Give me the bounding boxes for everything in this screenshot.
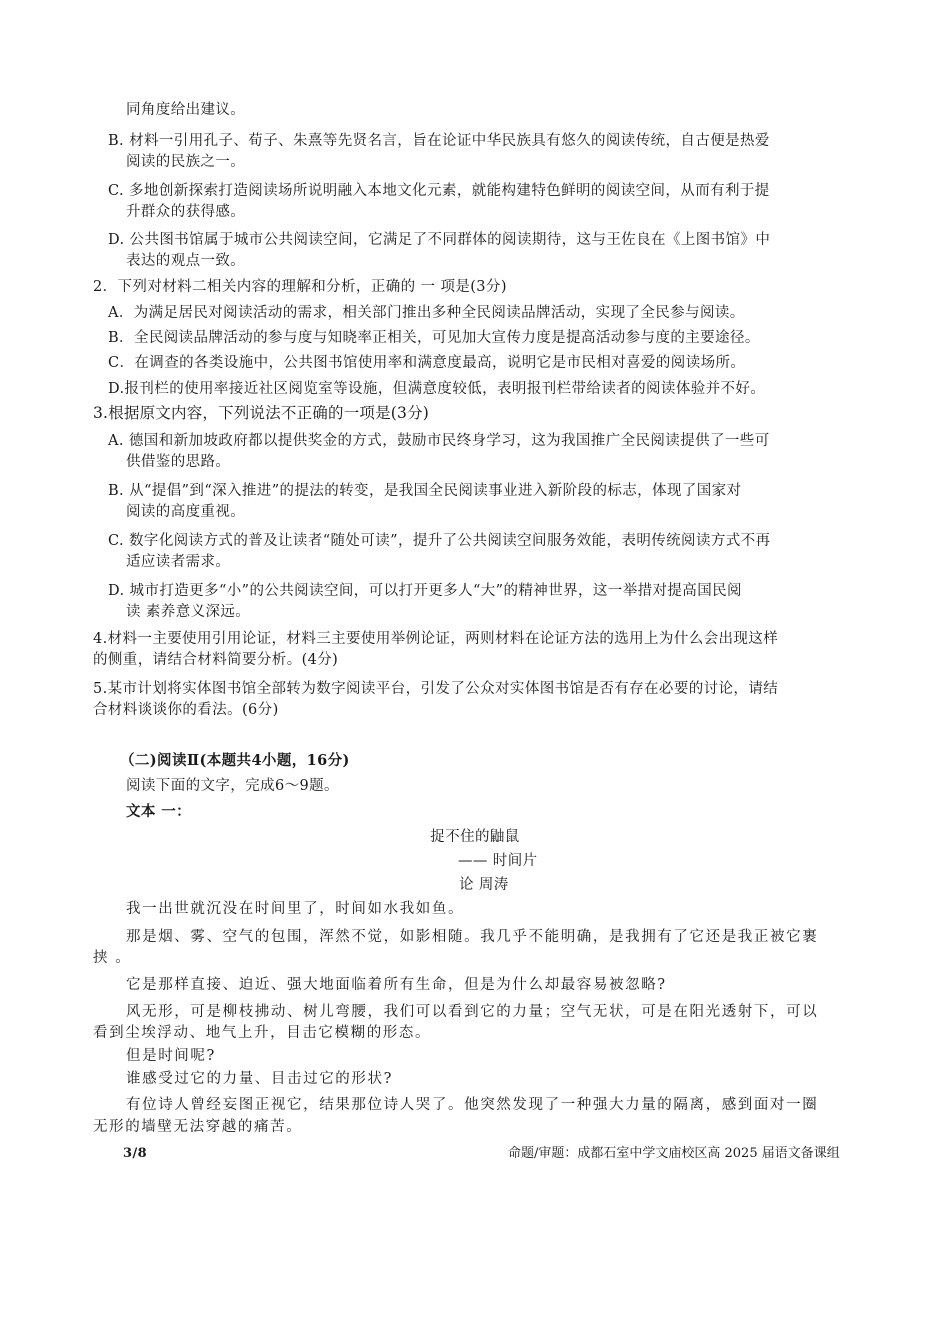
q1-option-b-line2: 阅读的民族之一。	[126, 154, 246, 170]
section-instruction: 阅读下面的文字，完成6～9题。	[126, 778, 339, 794]
footer-credit: 命题/审题：成都石室中学文庙校区高 2025 届语文备课组	[508, 1146, 840, 1161]
q4-line1: 4.材料一主要使用引用论证，材料三主要使用举例论证，两则材料在论证方法的选用上为什么会出现这样	[93, 631, 779, 647]
option-label: D.	[108, 583, 125, 599]
q5-line1: 5.某市计划将实体图书馆全部转为数字阅读平台，引发了公众对实体图书馆是否有存在必要的讨论，请结	[93, 681, 779, 697]
q3-option-a-line2: 供借鉴的思路。	[126, 454, 231, 470]
essay-subtitle: —— 时间片	[458, 853, 538, 869]
q1-option-b	[108, 130, 770, 152]
q2-option-b: B．全民阅读品牌活动的参与度与知晓率正相关，可见加大宣传力度是提高活动参与度的主要途径。	[108, 330, 760, 346]
q1-option-c	[108, 180, 770, 202]
q2-option-d: D.报刊栏的使用率接近社区阅览室等设施，但满意度较低，表明报刊栏带给读者的阅读体验并不好。	[108, 381, 766, 397]
q1-option-d-line2: 表达的观点一致。	[126, 253, 246, 269]
option-text: 公共图书馆属于城市公共阅读空间，它满足了不同群体的阅读期待，这与王佐良在《上图书馆》中	[129, 232, 771, 248]
section-heading: （二)阅读Ⅱ(本题共4小题，16分)	[120, 752, 350, 769]
q3-option-a	[108, 430, 770, 452]
essay-title: 捉不住的鼬鼠	[430, 829, 520, 845]
option-text: 德国和新加坡政府都以提供奖金的方式，鼓励市民终身学习，这为我国推广全民阅读提供了一些可	[128, 433, 770, 449]
option-label: D.	[108, 232, 125, 248]
q1-option-c-line2: 升群众的获得感。	[126, 204, 246, 220]
option-label: A.	[108, 433, 124, 449]
q3-option-c	[108, 530, 770, 552]
essay-author: 论 周涛	[459, 877, 509, 893]
option-text: 多地创新探索打造阅读场所说明融入本地文化元素，就能构建特色鲜明的阅读空间，从而有利于提	[129, 183, 770, 199]
q3-stem: 3.根据原文内容，下列说法不正确的一项是(3分)	[93, 404, 430, 422]
text-label: 文本 一：	[126, 803, 192, 820]
option-label: B.	[108, 483, 125, 499]
q2-option-a: A．为满足居民对阅读活动的需求，相关部门推出多种全民阅读品牌活动，实现了全民参与阅读。	[108, 305, 745, 321]
q3-option-d-line2: 读 素养意义深远。	[126, 604, 251, 620]
essay-paragraph: 但是时间呢?	[126, 1048, 216, 1064]
q2-option-c: C．在调查的各类设施中，公共图书馆使用率和满意度最高，说明它是市民相对喜爱的阅读场所。	[108, 355, 746, 371]
essay-paragraph: 谁感受过它的力量、目击过它的形状?	[126, 1071, 393, 1087]
essay-paragraph-cont: 挟 。	[93, 950, 132, 966]
option-label: C.	[108, 183, 124, 199]
q5-line2: 合材料谈谈你的看法。(6分)	[93, 702, 279, 718]
option-text: 从“提倡”到“深入推进”的提法的转变，是我国全民阅读事业进入新阶段的标志，体现了国家对	[129, 483, 742, 499]
q3-option-b-line2: 阅读的高度重视。	[126, 504, 246, 520]
option-text: 城市打造更多“小”的公共阅读空间，可以打开更多人“大”的精神世界，这一举措对提高国民阅	[129, 583, 742, 599]
essay-paragraph: 它是那样直接、迫近、强大地面临着所有生命，但是为什么却最容易被忽略?	[126, 977, 667, 993]
page-number: 3/8	[123, 1146, 148, 1161]
option-text: 材料一引用孔子、荀子、朱熹等先贤名言，旨在论证中华民族具有悠久的阅读传统，自古便是热爱	[129, 133, 770, 149]
option-label: C.	[108, 533, 124, 549]
essay-paragraph: 风无形，可是柳枝拂动、树儿弯腰，我们可以看到它的力量；空气无状，可是在阳光透射下，可以	[126, 1004, 819, 1020]
q1-option-d	[108, 229, 770, 251]
q4-line2: 的侧重，请结合材料简要分析。(4分)	[93, 652, 339, 668]
option-text: 数字化阅读方式的普及让读者“随处可读”，提升了公共阅读空间服务效能，表明传统阅读方式不再	[129, 533, 771, 549]
option-label: B.	[108, 133, 125, 149]
q1-option-a-continuation: 同角度给出建议。	[126, 102, 246, 118]
essay-paragraph: 那是烟、雾、空气的包围，浑然不觉，如影相随。我几乎不能明确，是我拥有了它还是我正被它裹	[126, 929, 819, 945]
essay-paragraph-cont: 无形的墙壁无法穿越的痛苦。	[93, 1119, 303, 1135]
q3-option-b	[108, 480, 741, 502]
essay-paragraph-cont: 看到尘埃浮动、地气上升，目击它模糊的形态。	[93, 1025, 432, 1041]
essay-paragraph: 我一出世就沉没在时间里了，时间如水我如鱼。	[126, 901, 465, 917]
q2-stem: 2．下列对材料二相关内容的理解和分析，正确的 一 项是(3分)	[93, 279, 507, 295]
essay-paragraph: 有位诗人曾经妄图正视它，结果那位诗人哭了。他突然发现了一种强大力量的隔离，感到面对一圈	[126, 1097, 819, 1113]
q3-option-d	[108, 580, 742, 602]
q3-option-c-line2: 适应读者需求。	[126, 554, 231, 570]
